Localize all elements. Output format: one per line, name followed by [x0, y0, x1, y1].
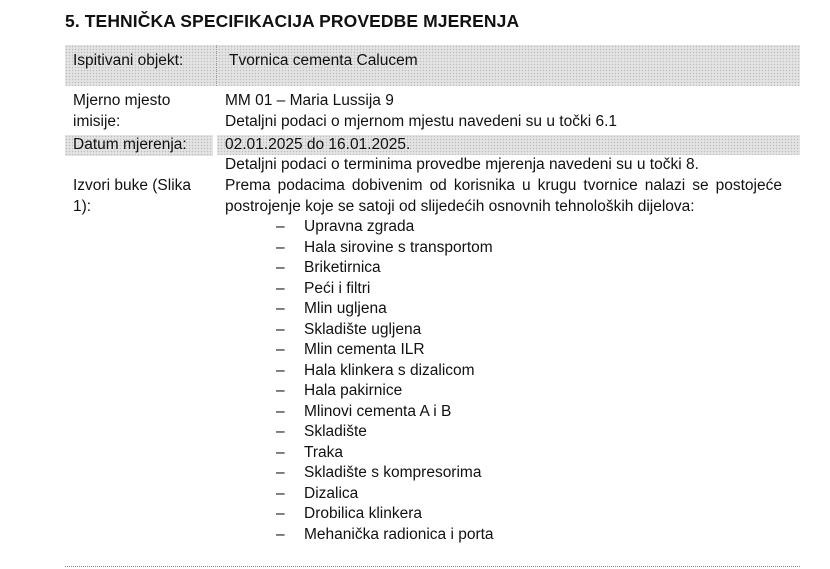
row-noise-sources [65, 175, 800, 545]
list-item [276, 279, 782, 300]
list-item [276, 504, 782, 525]
list-dash: – [276, 382, 285, 399]
tested-object-label: Ispitivani objekt: [65, 45, 217, 86]
list-dash: – [276, 279, 285, 297]
bottom-divider [65, 566, 800, 567]
list-item-label: Mlinovi cementa A i B [304, 402, 452, 420]
list-item-label: Mehanička radionica i porta [304, 525, 494, 543]
list-item-label: Mlin ugljena [304, 300, 387, 317]
row-measurement-location [65, 89, 800, 135]
list-item-label: Hala klinkera s dizalicom [304, 361, 475, 379]
section-title: 5. TEHNIČKA SPECIFIKACIJA PROVEDBE MJERENJA [65, 11, 520, 31]
list-item [276, 217, 782, 238]
list-item [276, 463, 782, 484]
list-dash: – [276, 218, 285, 235]
measurement-location-label-line2: imisije: [73, 112, 121, 130]
list-item-label: Hala sirovine s transportom [304, 238, 493, 256]
list-dash: – [276, 259, 285, 276]
measurement-date-value [217, 135, 800, 175]
list-item [276, 443, 782, 464]
measurement-location-label [65, 89, 217, 135]
list-item [276, 422, 782, 443]
list-item [276, 525, 782, 546]
specification-table [65, 45, 800, 545]
list-dash: – [276, 464, 285, 481]
list-item-label: Skladište s kompresorima [304, 464, 482, 481]
measurement-location-value-line1: MM 01 – Maria Lussija 9 [225, 92, 394, 109]
list-item [276, 258, 782, 279]
list-item [276, 381, 782, 402]
list-item-label: Briketirnica [304, 259, 381, 276]
noise-sources-label [65, 175, 217, 545]
list-dash: – [276, 505, 285, 522]
measurement-location-value [217, 89, 800, 135]
tested-object-value: Tvornica cementa Calucem [229, 52, 418, 69]
row-tested-object [65, 45, 800, 86]
measurement-date-value-line2: Detaljni podaci o terminima provedbe mjerenja navedeni su u točki 8. [225, 156, 699, 173]
list-item [276, 484, 782, 505]
noise-sources-label-line1: Izvori buke (Slika [73, 177, 192, 194]
list-item-label: Drobilica klinkera [304, 505, 423, 522]
list-dash: – [276, 341, 285, 358]
list-item-label: Upravna zgrada [304, 218, 415, 235]
list-dash: – [276, 443, 285, 461]
list-dash: – [276, 402, 285, 420]
list-dash: – [276, 238, 285, 256]
row-measurement-date [65, 135, 800, 175]
list-item-label: Skladište [304, 423, 367, 440]
list-item [276, 340, 782, 361]
list-item-label: Dizalica [304, 484, 359, 502]
list-item-label: Hala pakirnice [304, 382, 403, 399]
list-dash: – [276, 300, 285, 317]
measurement-date-label: Datum mjerenja: [65, 135, 213, 156]
measurement-location-value-line2: Detaljni podaci o mjernom mjestu navedeni su u točki 6.1 [225, 112, 618, 130]
noise-sources-label-line2: 1): [73, 197, 92, 215]
list-item-label: Skladište ugljena [304, 320, 422, 338]
technological-parts-list [276, 217, 782, 545]
list-item [276, 361, 782, 382]
list-dash: – [276, 423, 285, 440]
measurement-location-label-line1: Mjerno mjesto [73, 92, 171, 109]
list-dash: – [276, 525, 285, 543]
list-dash: – [276, 484, 285, 502]
list-item-label: Mlin cementa ILR [304, 341, 425, 358]
list-item [276, 320, 782, 341]
noise-sources-value [217, 175, 800, 545]
list-item [276, 238, 782, 259]
noise-sources-intro: Prema podacima dobivenim od korisnika u krugu tvornice nalazi se postojeće postrojenje koje se satoji od slijedećih osnovnih tehnoloških dijelova: [225, 177, 782, 215]
list-item [276, 402, 782, 423]
measurement-date-value-line1: 02.01.2025 do 16.01.2025. [225, 136, 411, 153]
list-dash: – [276, 320, 285, 338]
list-dash: – [276, 361, 285, 379]
list-item-label: Traka [304, 443, 344, 461]
list-item-label: Peći i filtri [304, 279, 371, 297]
list-item [276, 299, 782, 320]
